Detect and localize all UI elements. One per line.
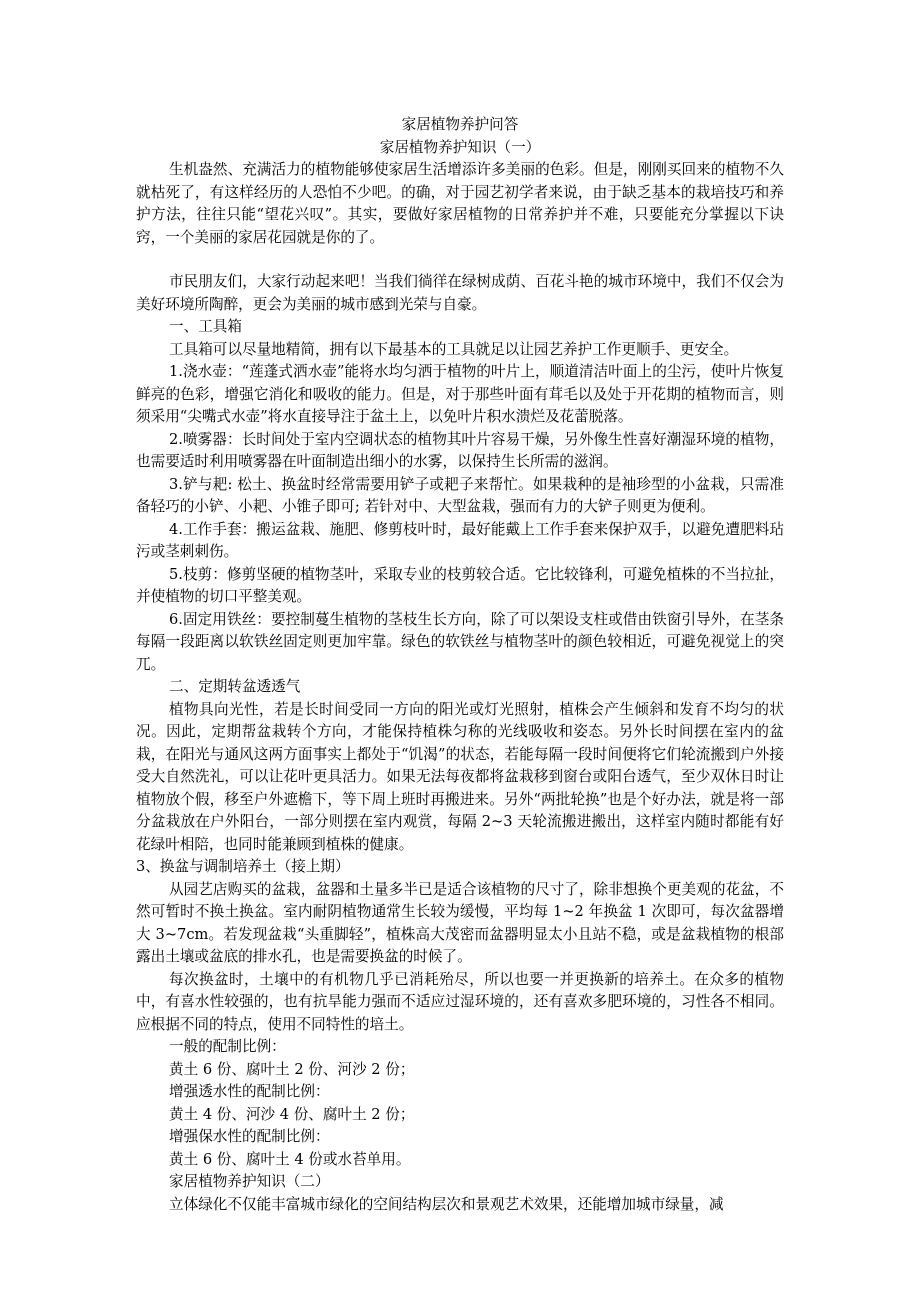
toolbox-intro: 工具箱可以尽量地精简，拥有以下最基本的工具就足以让园艺养护工作更顺手、更安全。 [169,340,739,358]
paragraph-gap [136,249,784,271]
mix-retain-label: 增强保水性的配制比例： [169,1128,330,1145]
toolbox-item-wire: 6.固定用铁丝：要控制蔓生植物的茎枝生长方向，除了可以架设支柱或借由铁窗引导外，在茎条每隔一段距离以软铁丝固定则更加牢靠。绿色的软铁丝与植物茎叶的颜色较相近，可避免视觉上的突兀。 [136,610,784,673]
toolbox-item-pruners: 5.枝剪：修剪坚硬的植物茎叶，采取专业的枝剪较合适。它比较锋利，可避免植株的不当拉扯，并使植物的切口平整美观。 [136,565,784,605]
document-subtitle: 家居植物养护知识（一） [379,138,541,156]
mix-drain: 黄土 4 份、河沙 4 份、腐叶土 2 份； [169,1105,415,1123]
section-heading-repot: 3、换盆与调制培养土（接上期） [136,858,350,875]
part2-intro: 立体绿化不仅能丰富城市绿化的空间结构层次和景观艺术效果，还能增加城市绿量，减 [169,1195,724,1213]
repot-paragraph-2: 每次换盆时，土壤中的有机物几乎已消耗殆尽，所以也要一并更换新的培养土。在众多的植物中，有喜水性较强的，也有抗旱能力强而不适应过湿环境的，还有喜欢多肥环境的，习性各不相同。应根据不同的特点，使用不同特性的培土。 [136,970,784,1033]
repot-paragraph-1: 从园艺店购买的盆栽，盆器和土量多半已是适合该植物的尺寸了，除非想换个更美观的花盆，不然可暂时不换土换盆。室内耐阴植物通常生长较为缓慢，平均每 1~2 年换盆 1 次即可，每次盆器增大 3~7cm。若发现盆栽“头重脚轻”，植株高大茂密而盆器明显太小且站不稳，或是盆栽植物的根部露出土壤或盆底的排水孔，也是需要换盆的时候了。 [136,880,784,965]
section-heading-rotate: 二、定期转盆透透气 [169,678,301,695]
toolbox-item-watering-can: 1.浇水壶：“莲蓬式洒水壶”能将水均匀洒于植物的叶片上，顺道清洁叶面上的尘污，使叶片恢复鲜亮的色彩，增强它消化和吸收的能力。但是，对于那些叶面有茸毛以及处于开花期的植物而言，则须采用“尖嘴式水壶”将水直接导注于盆土上，以免叶片积水溃烂及花蕾脱落。 [136,363,784,425]
toolbox-item-shovel-rake: 3.铲与耙: 松土、换盆时经常需要用铲子或耙子来帮忙。如果栽种的是袖珍型的小盆栽，只需准备轻巧的小铲、小耙、小锥子即可; 若针对中、大型盆栽，强而有力的大铲子则更为便利。 [136,475,784,515]
section-heading-toolbox: 一、工具箱 [169,318,242,335]
document-body [136,114,784,1216]
mix-drain-label: 增强透水性的配制比例： [169,1083,330,1100]
mix-general: 黄土 6 份、腐叶土 2 份、河沙 2 份； [169,1060,415,1078]
toolbox-item-gloves: 4.工作手套：搬运盆栽、施肥、修剪枝叶时，最好能戴上工作手套来保护双手，以避免遭肥料玷污或茎刺刺伤。 [136,520,784,560]
mix-general-label: 一般的配制比例： [169,1038,286,1055]
mix-retain: 黄土 6 份、腐叶土 4 份或水苔单用。 [169,1150,411,1168]
toolbox-item-sprayer: 2.喷雾器：长时间处于室内空调状态的植物其叶片容易干燥，另外像生性喜好潮湿环境的植物，也需要适时利用喷雾器在叶面制造出细小的水雾，以保持生长所需的滋润。 [136,430,784,470]
part2-heading: 家居植物养护知识（二） [169,1173,330,1190]
citizens-paragraph: 市民朋友们，大家行动起来吧！当我们徜徉在绿树成荫、百花斗艳的城市环境中，我们不仅会为美好环境所陶醉，更会为美丽的城市感到光荣与自豪。 [136,273,784,313]
intro-paragraph: 生机盎然、充满活力的植物能够使家居生活增添许多美丽的色彩。但是，刚刚买回来的植物不久就枯死了，有这样经历的人恐怕不少吧。的确，对于园艺初学者来说，由于缺乏基本的栽培技巧和养护方法，往往只能“望花兴叹”。其实，要做好家居植物的日常养护并不难，只要能充分掌握以下诀窍，一个美丽的家居花园就是你的了。 [136,161,784,246]
rotate-paragraph: 植物具向光性，若是长时间受同一方向的阳光或灯光照射，植株会产生倾斜和发育不均匀的状况。因此，定期帮盆栽转个方向，才能保持植株匀称的光线吸收和姿态。另外长时间摆在室内的盆栽，在阳光与通风这两方面事实上都处于“饥渴”的状态，若能每隔一段时间便将它们轮流搬到户外接受大自然洗礼，可以让花叶更具活力。如果无法每夜都将盆栽移到窗台或阳台透气，至少双休日时让植物放个假，移至户外遮檐下，等下周上班时再搬进来。另外“两批轮换”也是个好办法，就是将一部分盆栽放在户外阳台，一部分则摆在室内观赏，每隔 2~3 天轮流搬进搬出，这样室内随时都能有好花绿叶相陪，也同时能兼顾到植株的健康。 [136,700,784,853]
document-title: 家居植物养护问答 [401,116,519,133]
